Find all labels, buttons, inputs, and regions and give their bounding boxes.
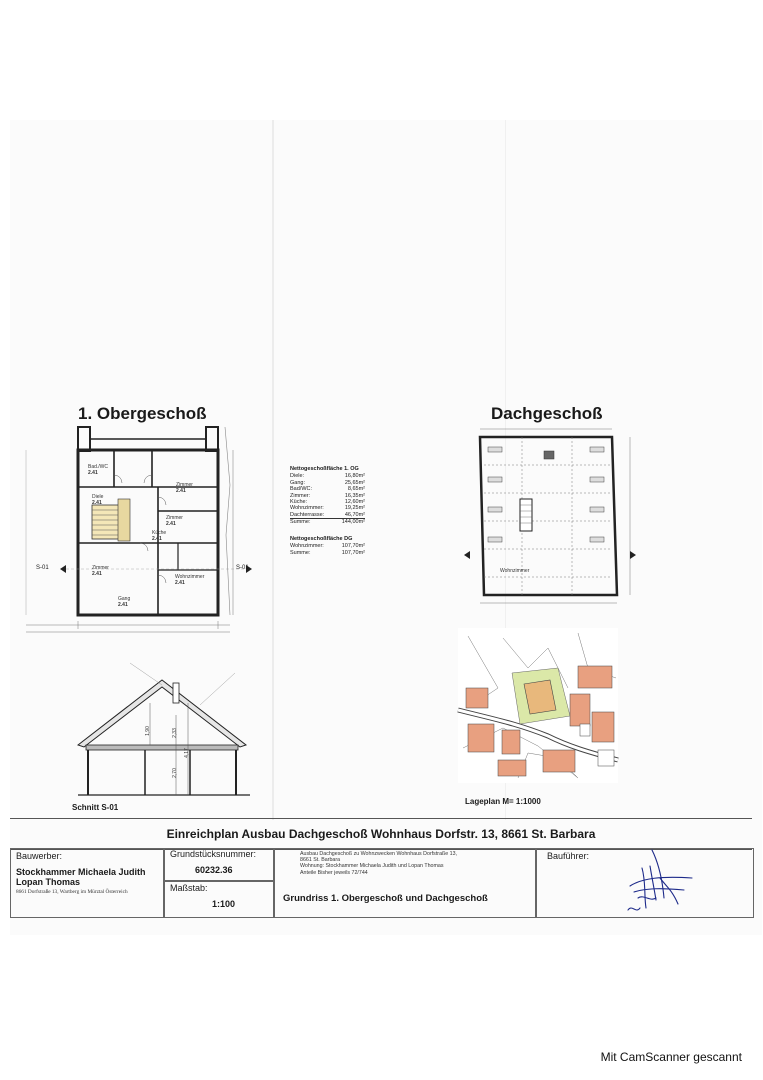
bauwerber-label: Bauwerber: [16,851,63,861]
section-drawing [70,655,260,800]
section-dim: 2,33 [171,728,178,738]
project-title: Einreichplan Ausbau Dachgeschoß Wohnhaus Dorfstr. 13, 8661 St. Barbara [10,818,752,850]
room-label: Diele 2.41 [92,494,104,506]
drawing-title: Grundriss 1. Obergeschoß und Dachgeschoß [283,893,488,904]
net-table-sum: Summe: 107,70m² [290,549,365,556]
attic-room-label: Wohnzimmer [500,568,530,574]
net-area-table-dg [290,536,365,556]
room-label: Wohnzimmer 2.41 [175,574,205,586]
owner-name-2: Lopan Thomas [16,877,81,887]
section-dim: 4,17 [183,748,190,758]
net-table-row: Wohnzimmer: 107,70m² [290,543,365,550]
site-plan [458,628,618,788]
net-table-title: Nettogeschoßfläche 1. OG [290,466,359,472]
floor1-title: 1. Obergeschoß [78,404,207,423]
net-table-row: Zimmer: 16,35m² [290,492,365,499]
net-area-table-og [290,466,365,526]
net-table-row: Gang: 25,65m² [290,479,365,486]
project-note: Ausbau Dachgeschoß zu Wohnzwecken Wohnhaus Dorfstraße 13, 8661 St. Barbara Wohnung: Stockhammer Michaela Judith und Lopan Thomas Anteile Bisher jeweils 72/744 [300,851,458,876]
grundstueck-value: 60232.36 [195,865,233,875]
room-label: Küche 2.41 [152,530,167,542]
grundstueck-label: Grundstücksnummer: [170,849,257,859]
attic-title: Dachgeschoß [491,404,603,423]
section-marker-right: S-01 [236,565,249,571]
signature [622,848,702,918]
net-table-row: Dachterrasse: 46,70m² [290,511,365,518]
attic-plan [462,425,642,610]
owner-address: 8661 Dorfstraße 13, Wartberg im Mürztal Österreich [16,889,128,895]
net-table-row: Bad/WC: 8,65m² [290,486,365,493]
paper-fold [272,120,274,820]
room-label: Zimmer 2.41 [166,515,183,527]
net-table-row: Diele: 16,80m² [290,473,365,480]
room-label: Bad./WC 2.41 [88,464,109,476]
room-label: Zimmer 2.41 [92,565,109,577]
bauführer-label: Bauführer: [547,851,590,861]
net-table-row: Küche: 12,60m² [290,499,365,506]
site-plan-title: Lageplan M= 1:1000 [465,797,541,806]
net-table-title: Nettogeschoßfläche DG [290,536,353,542]
room-label: Zimmer 2.41 [176,482,193,494]
owner-name-1: Stockhammer Michaela Judith [16,867,146,877]
section-marker-left: S-01 [36,565,49,571]
net-table-row: Wohnzimmer: 19,25m² [290,505,365,512]
floor1-plan [20,425,260,640]
massstab-value: 1:100 [212,899,236,909]
scanner-watermark: Mit CamScanner gescannt [600,1050,742,1064]
section-title: Schnitt S-01 [72,803,119,812]
section-dim: 1,90 [144,726,151,736]
room-label: Gang 2.41 [118,596,131,608]
massstab-label: Maßstab: [170,883,208,893]
section-dim: 2,70 [171,768,178,778]
net-table-sum: Summe: 144,00m² [290,519,365,526]
